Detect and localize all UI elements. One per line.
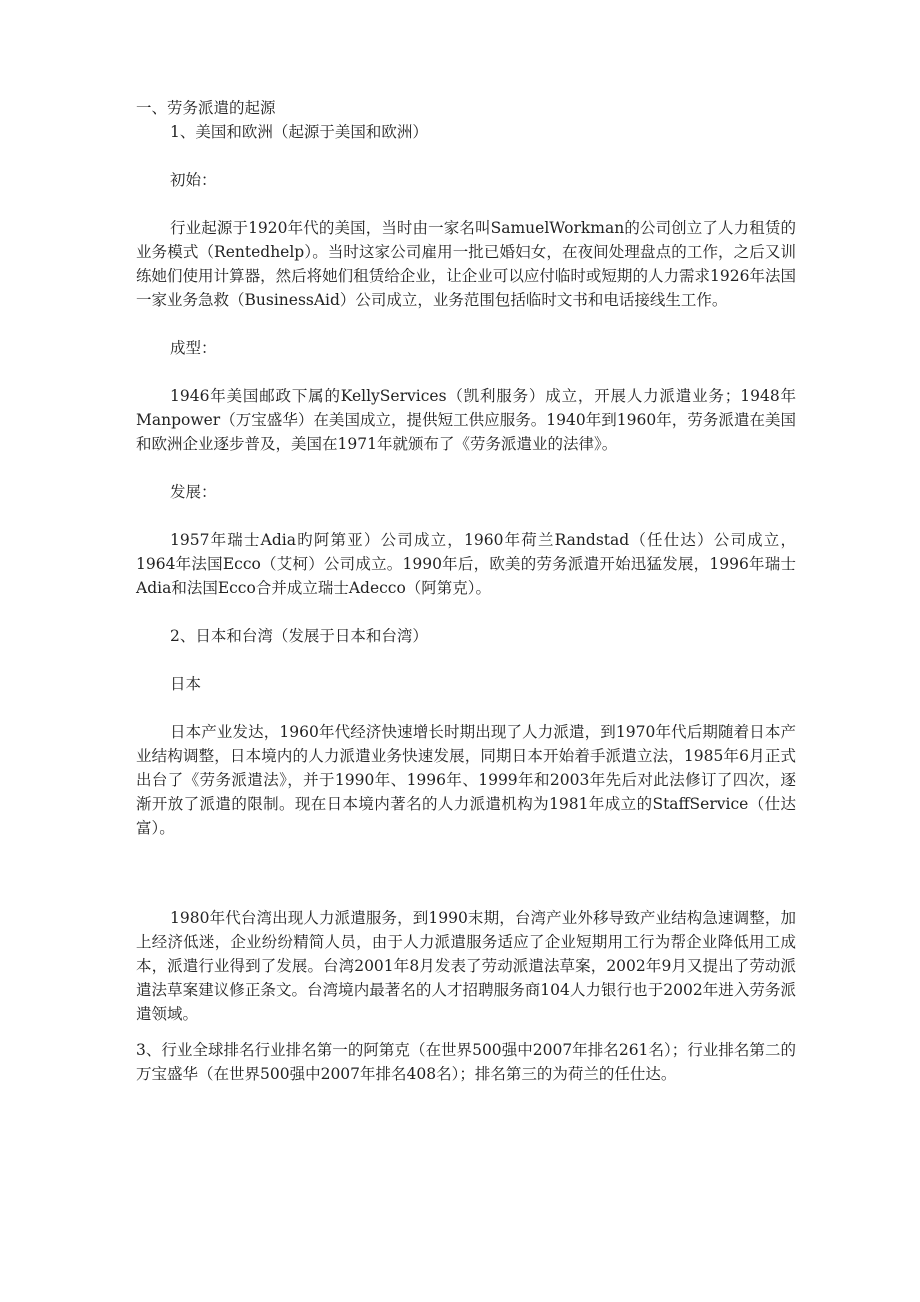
paragraph-formed: 1946年美国邮政下属的KellyServices（凯利服务）成立，开展人力派遣业务；1948年Manpower（万宝盛华）在美国成立，提供短工供应服务。1940年到1960年，劳务派遣在美国和欧洲企业逐步普及，美国在1971年就颁布了《劳务派遣业的法律》。: [136, 387, 796, 453]
label-initial: 初始：: [170, 171, 217, 189]
label-formed: 成型：: [170, 339, 217, 357]
label-develop: 发展：: [170, 483, 217, 501]
paragraph-global-ranking: 3、行业全球排名行业排名第一的阿第克（在世界500强中2007年排名261名）；行业排名第二的万宝盛华（在世界500强中2007年排名408名）；排名第三的为荷兰的任仕达。: [136, 1041, 796, 1083]
subsection-heading-us-europe: 1、美国和欧洲（起源于美国和欧洲）: [170, 123, 428, 141]
subsection-heading-japan-taiwan: 2、日本和台湾（发展于日本和台湾）: [170, 627, 428, 645]
paragraph-develop: 1957年瑞士Adia旳阿第亚）公司成立，1960年荷兰Randstad（任仕达）公司成立，1964年法国Ecco（艾柯）公司成立。1990年后，欧美的劳务派遣开始迅猛发展，1996年瑞士Adia和法国Ecco合并成立瑞士Adecco（阿第克）。: [136, 531, 796, 597]
document-body: [136, 96, 796, 1086]
paragraph-japan: 日本产业发达，1960年代经济快速增长时期出现了人力派遣，到1970年代后期随着日本产业结构调整，日本境内的人力派遣业务快速发展，同期日本开始着手派遣立法，1985年6月正式出台了《劳务派遣法》，并于1990年、1996年、1999年和2003年先后对此法修订了四次，逐渐开放了派遣的限制。现在日本境内著名的人力派遣机构为1981年成立的StaffService（仕达富）。: [136, 723, 796, 837]
paragraph-initial: 行业起源于1920年代的美国，当时由一家名叫SamuelWorkman的公司创立了人力租赁的业务模式（Rentedhelp）。当时这家公司雇用一批已婚妇女，在夜间处理盘点的工作，之后又训练她们使用计算器，然后将她们租赁给企业，让企业可以应付临时或短期的人力需求1926年法国一家业务急救（BusinessAid）公司成立，业务范围包括临时文书和电话接线生工作。: [136, 219, 796, 309]
label-japan: 日本: [170, 675, 202, 693]
paragraph-taiwan: 1980年代台湾出现人力派遣服务，到1990末期，台湾产业外移导致产业结构急速调整，加上经济低迷，企业纷纷精简人员，由于人力派遣服务适应了企业短期用工行为帮企业降低用工成本，派遣行业得到了发展。台湾2001年8月发表了劳动派遣法草案，2002年9月又提出了劳动派遣法草案建议修正条文。台湾境内最著名的人才招聘服务商104人力银行也于2002年进入劳务派遣领域。: [136, 909, 796, 1023]
section-heading-1: 一、劳务派遣的起源: [136, 99, 276, 117]
